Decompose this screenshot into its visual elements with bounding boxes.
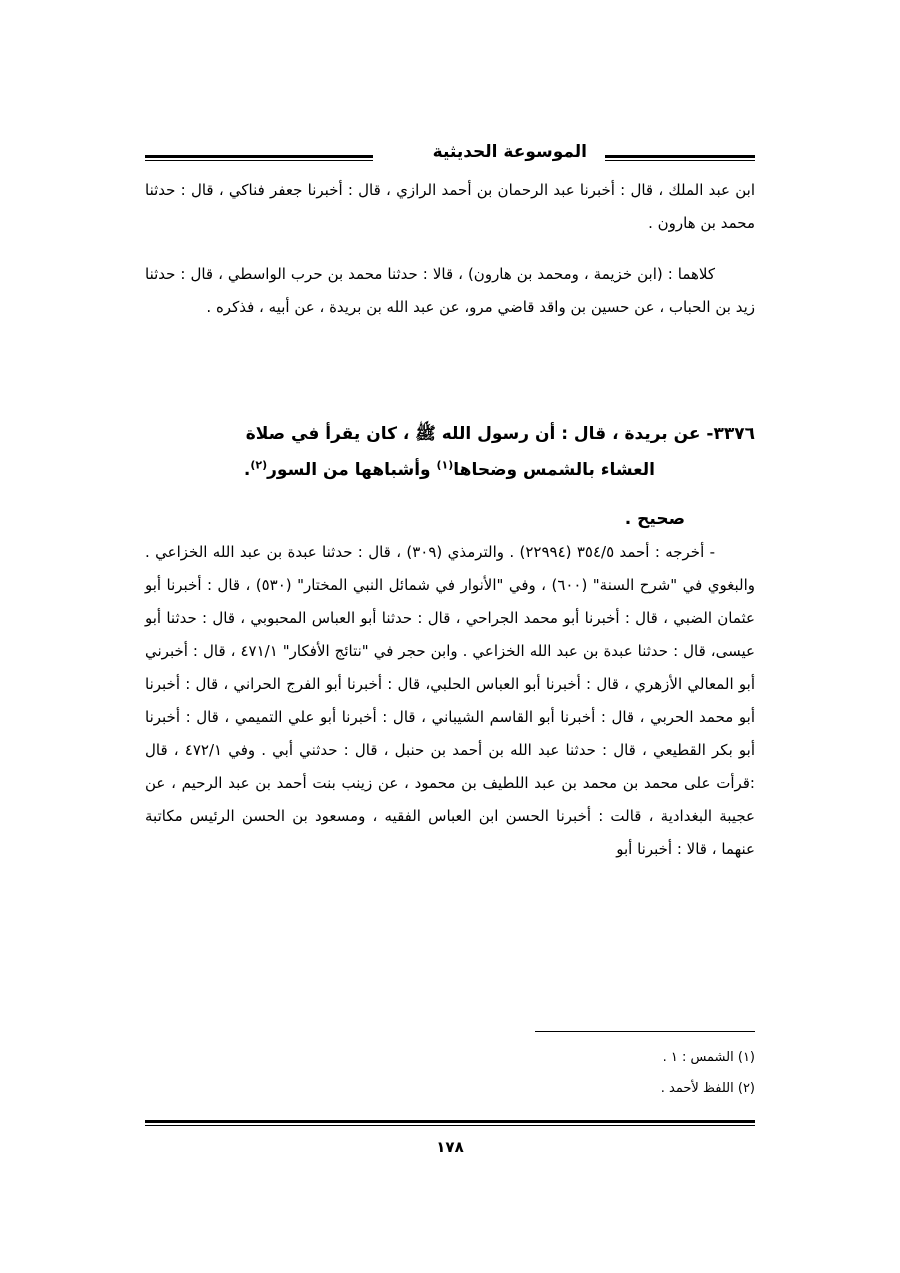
hadith-line-1: ٣٣٧٦- عن بريدة ، قال : أن رسول الله ﷺ ، كان يقرأ في صلاة — [245, 424, 755, 444]
paragraph-isnad-convergence: كلاهما : (ابن خزيمة ، ومحمد بن هارون) ، قالا : حدثنا محمد بن حرب الواسطي ، قال : حدثنا زيد بن الحباب ، عن حسين بن واقد قاضي مرو، عن عبد الله بن بريدة ، عن أبيه ، فذكره . — [145, 265, 755, 316]
running-header — [145, 138, 755, 174]
hadith-line-2-part-a: العشاء بالشمس وضحاها — [453, 460, 655, 480]
footnote-separator — [535, 1031, 755, 1032]
header-title: الموسوعة الحديثية — [432, 142, 587, 162]
header-rule-right — [605, 155, 755, 161]
page-number: ١٧٨ — [436, 1138, 464, 1156]
footnote-2: (٢) اللفظ لأحمد . — [660, 1081, 755, 1096]
hadith-grade: صحيح . — [624, 509, 685, 529]
footer-rule — [145, 1120, 755, 1126]
hadith-line-2-part-b: وأشباهها من السور — [267, 460, 437, 480]
paragraph-isnad-continuation: ابن عبد الملك ، قال : أخبرنا عبد الرحمان بن أحمد الرازي ، قال : أخبرنا جعفر فناكي ، قال : حدثنا محمد بن هارون . — [145, 181, 755, 232]
hadith-text — [145, 416, 755, 488]
footnote-marker-2: (٢) — [250, 458, 268, 472]
header-rule-left — [145, 155, 373, 161]
hadith-line-2 — [145, 452, 755, 488]
hadith-line-2-part-c: . — [243, 460, 251, 480]
footnote-marker-1: (١) — [436, 458, 454, 472]
book-page — [145, 138, 755, 1168]
footnote-1: (١) الشمس : ١ . — [662, 1050, 755, 1065]
paragraph-takhrij: - أخرجه : أحمد ٣٥٤/٥ (٢٢٩٩٤) . والترمذي (٣٠٩) ، قال : حدثنا عبدة بن عبد الله الخزاعي . والبغوي في "شرح السنة" (٦٠٠) ، وفي "الأنوار في شمائل النبي المختار" (٥٣٠) ، قال : أخبرنا أبو عثمان الضبي ، قال : أخبرنا أبو محمد الجراحي ، قال : حدثنا أبو العباس المحبوبي ، قال : حدثنا أبو عيسى، قال : حدثنا عبدة بن عبد الله الخزاعي . وابن حجر في "نتائج الأفكار" ٤٧١/١ ، قال : أخبرني أبو المعالي الأزهري ، قال : أخبرنا أبو العباس الحلبي، قال : أخبرنا أبو الفرج الحراني ، قال : أخبرنا أبو محمد الحربي ، قال : أخبرنا أبو القاسم الشيباني ، قال : أخبرنا أبو علي التميمي ، قال : أخبرنا أبو بكر القطيعي ، قال : حدثنا عبد الله بن أحمد بن حنبل ، قال : حدثني أبي . وفي ٤٧٢/١ ، قال :قرأت على محمد بن محمد بن عبد اللطيف بن محمود ، عن زينب بنت أحمد بن عبد الرحيم ، عن عجيبة البغدادية ، قالت : أخبرنا الحسن ابن العباس الفقيه ، ومسعود بن الحسن الرئيس مكاتبة عنهما ، قالا : أخبرنا أبو — [145, 543, 755, 858]
